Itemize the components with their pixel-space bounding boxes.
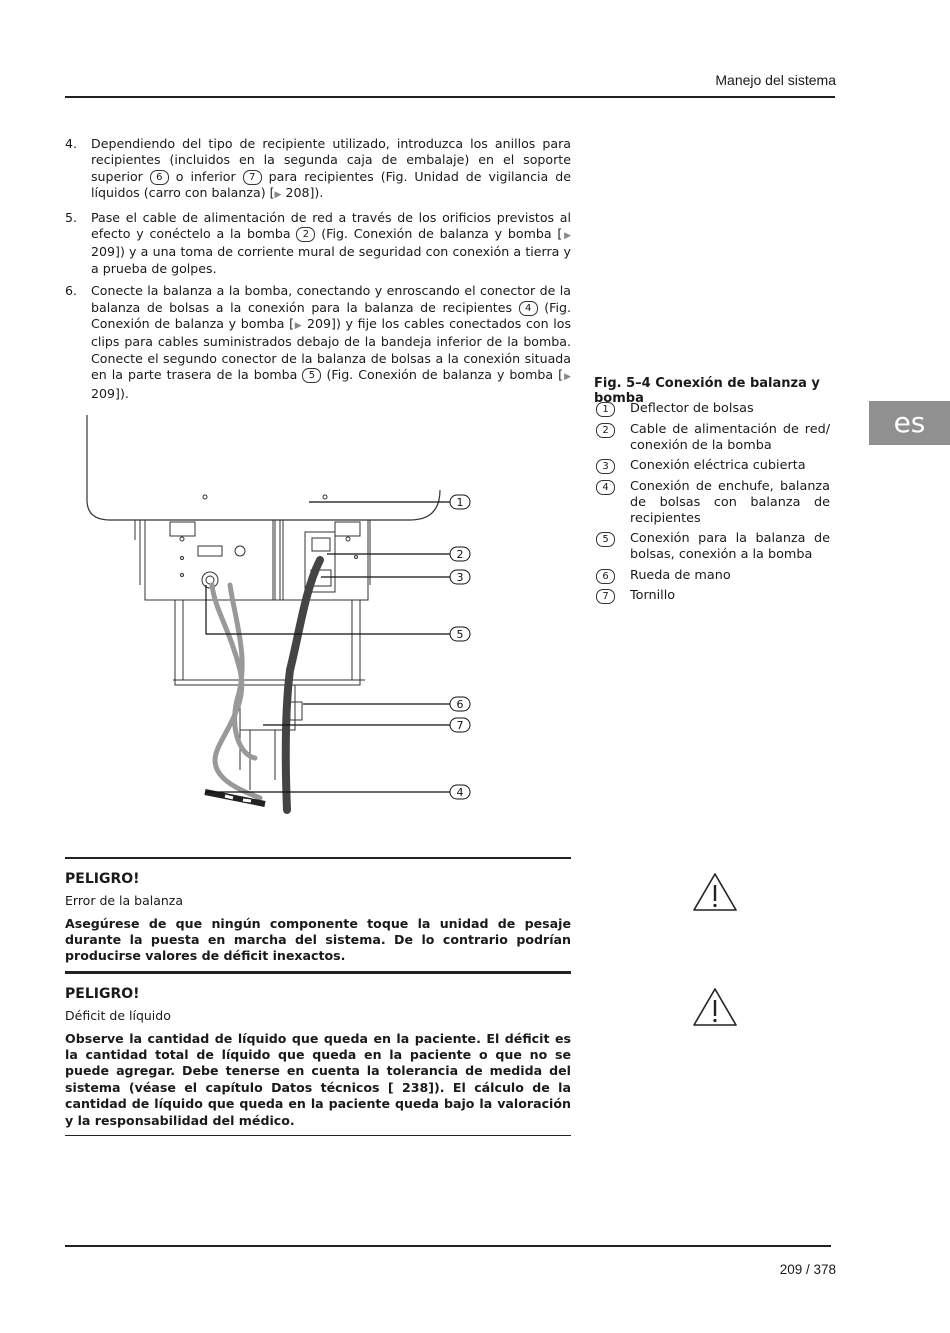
figure-callout: 7 (456, 719, 464, 732)
callout-ref: 2 (296, 227, 315, 242)
legend-item: 4 Conexión de enchufe, balanza de bolsas con balanza de recipientes (596, 479, 830, 527)
legend-number: 2 (596, 423, 615, 438)
callout-ref: 7 (243, 170, 262, 185)
page-number: 209 / 378 (779, 1262, 836, 1277)
running-header: Manejo del sistema (715, 72, 836, 88)
warning-subtitle: Error de la balanza (65, 892, 184, 908)
page-link[interactable]: 208]). (285, 185, 324, 201)
legend-item: 6 Rueda de mano (596, 568, 830, 584)
callout-ref: 6 (150, 170, 169, 185)
legend-number: 1 (596, 402, 615, 417)
callout-ref: 4 (519, 301, 538, 316)
legend-item: 2 Cable de alimentación de red/ conexión de la bomba (596, 422, 830, 454)
legend-item: 5 Conexión para la balanza de bolsas, conexión a la bomba (596, 531, 830, 563)
warning-title: PELIGRO! (65, 870, 140, 887)
legend-number: 5 (596, 532, 615, 547)
link-arrow-icon[interactable]: ▶ (294, 321, 303, 332)
step-number: 4. (65, 136, 78, 151)
figure-caption: Fig. 5–4 Conexión de balanza y bomba (594, 376, 820, 406)
step-item: 5. Pase el cable de alimentación de red a través de los orificios previstos al efecto y conéctelo a la bomba 2 (Fig. Conexión de balanza y bomba [▶ 209]) y a una toma de corriente mural de seguridad con conexión a tierra y a prueba de golpes. (65, 209, 571, 276)
link-arrow-icon[interactable]: ▶ (563, 372, 572, 383)
figure-callout: 3 (456, 571, 464, 584)
page-link[interactable]: 209]) y fije los cables conectados con los clips para cables suministrados debajo de la bandeja inferior de la bomba. Conecte el segundo conector de la balanza de bolsas a la conexión situada en la parte trasera de la bomba (91, 316, 571, 383)
legend-number: 3 (596, 459, 615, 474)
legend-item: 1 Deflector de bolsas (596, 401, 830, 417)
warning-bottom-rule (65, 1135, 571, 1137)
warning-triangle-icon (692, 987, 738, 1027)
figure-callout: 4 (456, 786, 464, 799)
step-item: 6. Conecte la balanza a la bomba, conectando y enroscando el conector de la balanza de bolsas a la conexión para la balanza de recipientes 4 (Fig. Conexión de balanza y bomba [▶ 209]) y fije los cables conectados con los clips para cables suministrados debajo de la bandeja inferior de la bomba. Conecte el segundo conector de la balanza de bolsas a la conexión situada en la parte trasera de la bomba 5 (Fig. Conexión de balanza y bomba [▶ 209]). (65, 283, 572, 401)
warning-top-rule (65, 857, 571, 859)
figure-legend (596, 401, 830, 609)
figure-callout: 5 (456, 628, 464, 641)
figure-pump-scale (65, 410, 485, 824)
warning-subtitle: Déficit de líquido (65, 1007, 171, 1023)
legend-item: 3 Conexión eléctrica cubierta (596, 458, 830, 474)
header-rule (65, 96, 835, 98)
legend-number: 6 (596, 569, 615, 584)
figure-callout: 2 (456, 548, 464, 561)
instruction-steps (65, 136, 571, 408)
warning-top-rule (65, 972, 571, 974)
warning-triangle-icon (692, 872, 738, 912)
step-item: 4. Dependiendo del tipo de recipiente utilizado, introduzca los anillos para recipientes (incluidos en la segunda caja de embalaje) en el soporte superior 6 o inferior 7 para recipientes (Fig. Unidad de vigilancia de líquidos (carro con balanza) [▶ 208]). (65, 136, 571, 201)
figure-callout: 6 (456, 698, 464, 711)
step-number: 5. (65, 209, 78, 225)
link-arrow-icon[interactable]: ▶ (562, 231, 571, 242)
legend-number: 4 (596, 480, 615, 495)
page-link[interactable]: 209]). (91, 385, 129, 401)
warning-box (65, 972, 571, 1136)
legend-number: 7 (596, 589, 615, 604)
step-number: 6. (65, 283, 78, 299)
language-tab[interactable]: es (869, 401, 950, 445)
figure-callout: 1 (456, 496, 464, 509)
warning-body: Asegúrese de que ningún componente toque la unidad de pesaje durante la puesta en marcha del sistema. De lo contrario podrían producirse valores de déficit inexactos. (65, 915, 571, 964)
warning-box (65, 857, 571, 972)
page-link[interactable]: 209]) y a una toma de corriente mural de seguridad con conexión a tierra y a prueba de golpes. (91, 244, 571, 276)
warning-body: Observe la cantidad de líquido que queda en la paciente. El déficit es la cantidad total de líquido que queda en la paciente o que no se puede agregar. Debe tenerse en cuenta la tolerancia de medida del sistema (véase el capítulo Datos técnicos [ 238]). El cálculo de la cantidad de líquido que queda en la paciente queda bajo la valoración y la responsabilidad del médico. (65, 1030, 571, 1128)
link-arrow-icon[interactable]: ▶ (274, 190, 282, 201)
callout-ref: 5 (302, 368, 321, 383)
legend-item: 7 Tornillo (596, 588, 830, 604)
footer-rule (65, 1245, 831, 1247)
warning-title: PELIGRO! (65, 985, 140, 1002)
pump-scale-drawing (65, 410, 485, 820)
